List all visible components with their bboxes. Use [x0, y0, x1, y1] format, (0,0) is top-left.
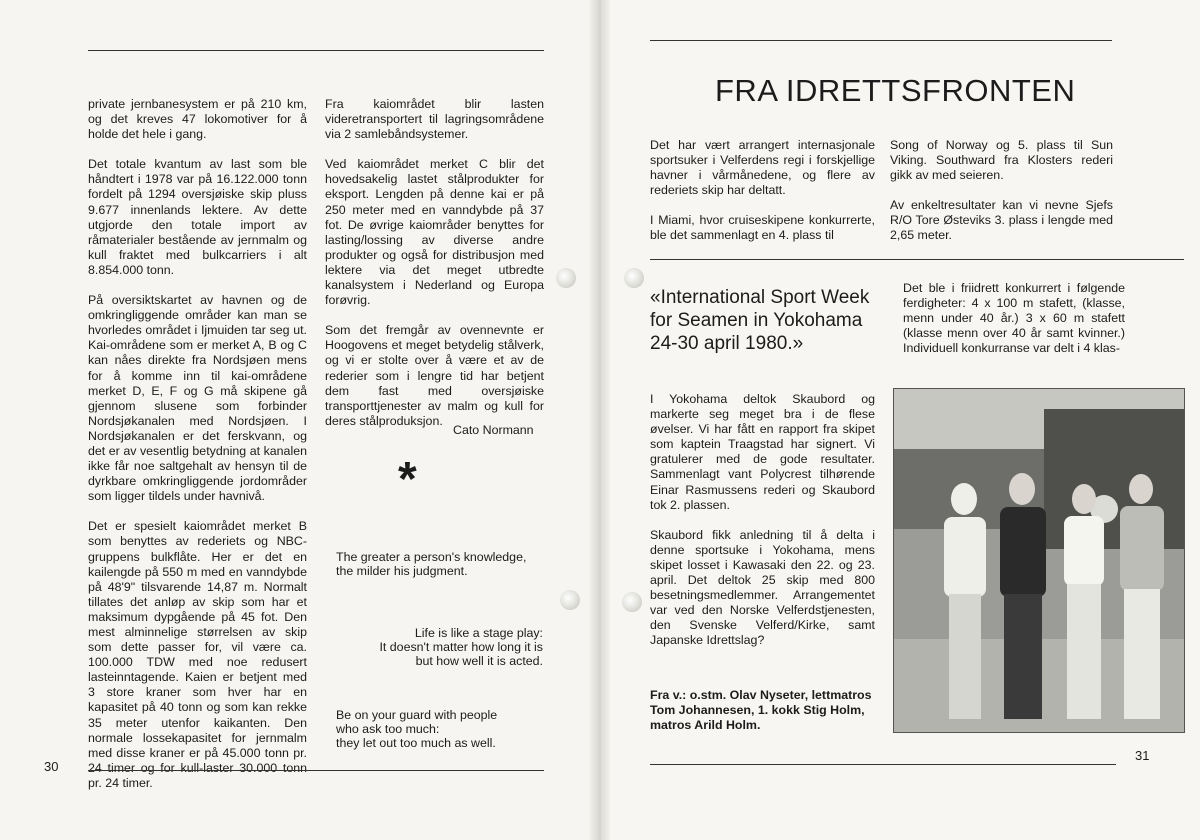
paragraph: Det har vært arrangert internasjonale sportsuker i Velferdens regi i forskjellige havner i vårmånedene, og flere av rederiets skip har deltatt.	[650, 138, 875, 198]
binder-hole	[560, 590, 580, 610]
quote-2	[355, 626, 543, 668]
section-rule	[650, 259, 1184, 260]
binder-hole	[556, 268, 576, 288]
paragraph: Fra kaiområdet blir lasten videretransportert til lagringsområdene via 2 samlebåndsystemer.	[325, 97, 544, 142]
paragraph: Skaubord fikk anledning til å delta i denne sportsuke i Yokohama, mens skipet losset i Kawasaki den 22. og 23. april. Det deltok 25 skip med 800 besetningsmedlemmer. Arrangementet var ved den Norske Velferdstjenesten, den Svenske Velferd/Kirke, samt Japanske Idrettslag?	[650, 527, 875, 648]
author-signature: Cato Normann	[453, 423, 534, 437]
quote-3	[336, 708, 497, 750]
right-top-column-2	[890, 138, 1113, 259]
left-column-1	[88, 97, 307, 806]
paragraph: private jernbanesystem er på 210 km, og det kreves 47 lokomotiver for å holde det hele i gang.	[88, 97, 307, 142]
page-headline: FRA IDRETTSFRONTEN	[715, 73, 1076, 108]
quote-line: Life is like a stage play:	[414, 626, 543, 640]
right-body-column-1	[650, 392, 875, 664]
paragraph: Ved kaiområdet merket C blir det hovedsakelig lastet stålprodukter for eksport. Lengden på denne kai er på 250 meter med en vanndybde på 37 fot. De øvrige kaiområder benyttes for lasting/lossing av diverse andre produkter og også for distribusjon med lektere via det meget utbredte kanalsystem i Nederland og Europa forøvrig.	[325, 157, 544, 308]
quote-line: who ask too much:	[336, 722, 440, 736]
quote-1	[336, 550, 526, 578]
top-rule-right	[650, 40, 1112, 41]
paragraph: Det er spesielt kaiområdet merket B som benyttes av rederiets og NBC-gruppens bulkflåte. Her er det en kailengde på 550 m med en vanndybde på 48'9" tilsvarende 14,87 m. Normalt tillates det anløp av skip som har et maksimum dypgående på 45 fot. Den mest alminnelige størrelsen av skip som dette passer for, vil være ca. 100.000 TDW med noe redusert lasteinntagende. Kaien er betjent med 3 store kraner som hver har en kapasitet på 40 tonn og som kan rekke 35 meter utenfor kaikanten. Den normale lossekapasitet for jernmalm med disse kraner er på 45.000 tonn pr. 24 timer og for kull-laster 30.000 tonn pr. 24 timer.	[88, 519, 307, 790]
left-column-2	[325, 97, 544, 444]
photo-caption: Fra v.: o.stm. Olav Nyseter, lettmatros Tom Johannesen, 1. kokk Stig Holm, matros Arild Holm.	[650, 688, 872, 732]
paragraph: I Yokohama deltok Skaubord og markerte seg meget bra i de flese øvelser. Vi har fått en rapport fra skipet som kaptein Traagstad har signert. Vi gratulerer med de gode resultater. Sammenlagt vant Polycrest tilhørende Einar Rasmussens rederi og Skaubord tok 2. plassen.	[650, 392, 875, 512]
quote-line: Be on your guard with people	[336, 708, 498, 722]
paragraph: Som det fremgår av ovennevnte er Hoogovens et meget betydelig stålverk, og vi er stolte over å være et av de rederier som i lengre tid har betjent dem fast med oversjøiske transporttjenester av malm og kull for deres stålproduksjon.	[325, 323, 544, 428]
quote-line: It doesn't matter how long it is	[379, 640, 543, 654]
binder-hole	[624, 268, 644, 288]
right-body-column-2	[903, 281, 1125, 371]
paragraph: Det totale kvantum av last som ble håndtert i 1978 var på 16.122.000 tonn fordelt på 1294 oversjøiske skip pluss 9.677 innenlands lektere. Av dette utgjorde den totale import av råmaterialer bestående av jernmalm og kull fraktet med bulkcarriers i alt 8.854.000 tonn.	[88, 157, 307, 277]
quote-line: they let out too much as well.	[336, 736, 496, 750]
crew-photo	[893, 388, 1185, 733]
page-number-right: 31	[1135, 748, 1150, 763]
bottom-rule-right	[650, 764, 1116, 765]
book-gutter	[590, 0, 610, 840]
paragraph: I Miami, hvor cruiseskipene konkurrerte, ble det sammenlagt en 4. plass til	[650, 213, 875, 243]
paragraph: Av enkeltresultater kan vi nevne Sjefs R/O Tore Østeviks 3. plass i lengde med 2,65 meter.	[890, 198, 1113, 243]
asterisk-ornament: *	[398, 453, 417, 506]
top-rule-left	[88, 50, 544, 51]
bottom-rule-left	[88, 770, 544, 771]
quote-line: the milder his judgment.	[336, 564, 468, 578]
article-subheading: «International Sport Week for Seamen in Yokohama 24-30 april 1980.»	[650, 287, 870, 354]
paragraph: Det ble i friidrett konkurrert i følgende ferdigheter: 4 x 100 m stafett, (klasse, menn under 40 år.) 3 x 60 m stafett (klasse menn over 40 år samt kvinner.) Individuell konkurranse var delt i 4 klas-	[903, 281, 1125, 356]
quote-line: but how well it is acted.	[415, 654, 543, 668]
paragraph: På oversiktskartet av havnen og de omkringliggende områder kan man se hvorledes området i Ijmuiden tar seg ut. Kai-områdene som er merket A, B og C kan nåes direkte fra Nordsjøen mens for å komme inn til kai-områdene merket D, E, F og G må skipene gå gjennom slusene som forbinder Nordsjøkanalen med Nordsjøen. I Nordsjøkanalen er det ferskvann, og det er av vesentlig betydning at kanalen ikke får noe saltgehalt av hensyn til de dyrkbare omkringliggende jordområder som ligger tildels under havnivå.	[88, 293, 307, 504]
paragraph: Song of Norway og 5. plass til Sun Viking. Southward fra Klosters rederi gikk av med seieren.	[890, 138, 1113, 183]
binder-hole	[622, 592, 642, 612]
quote-line: The greater a person's knowledge,	[336, 550, 527, 564]
right-top-column-1	[650, 138, 875, 259]
page-number-left: 30	[44, 759, 59, 774]
